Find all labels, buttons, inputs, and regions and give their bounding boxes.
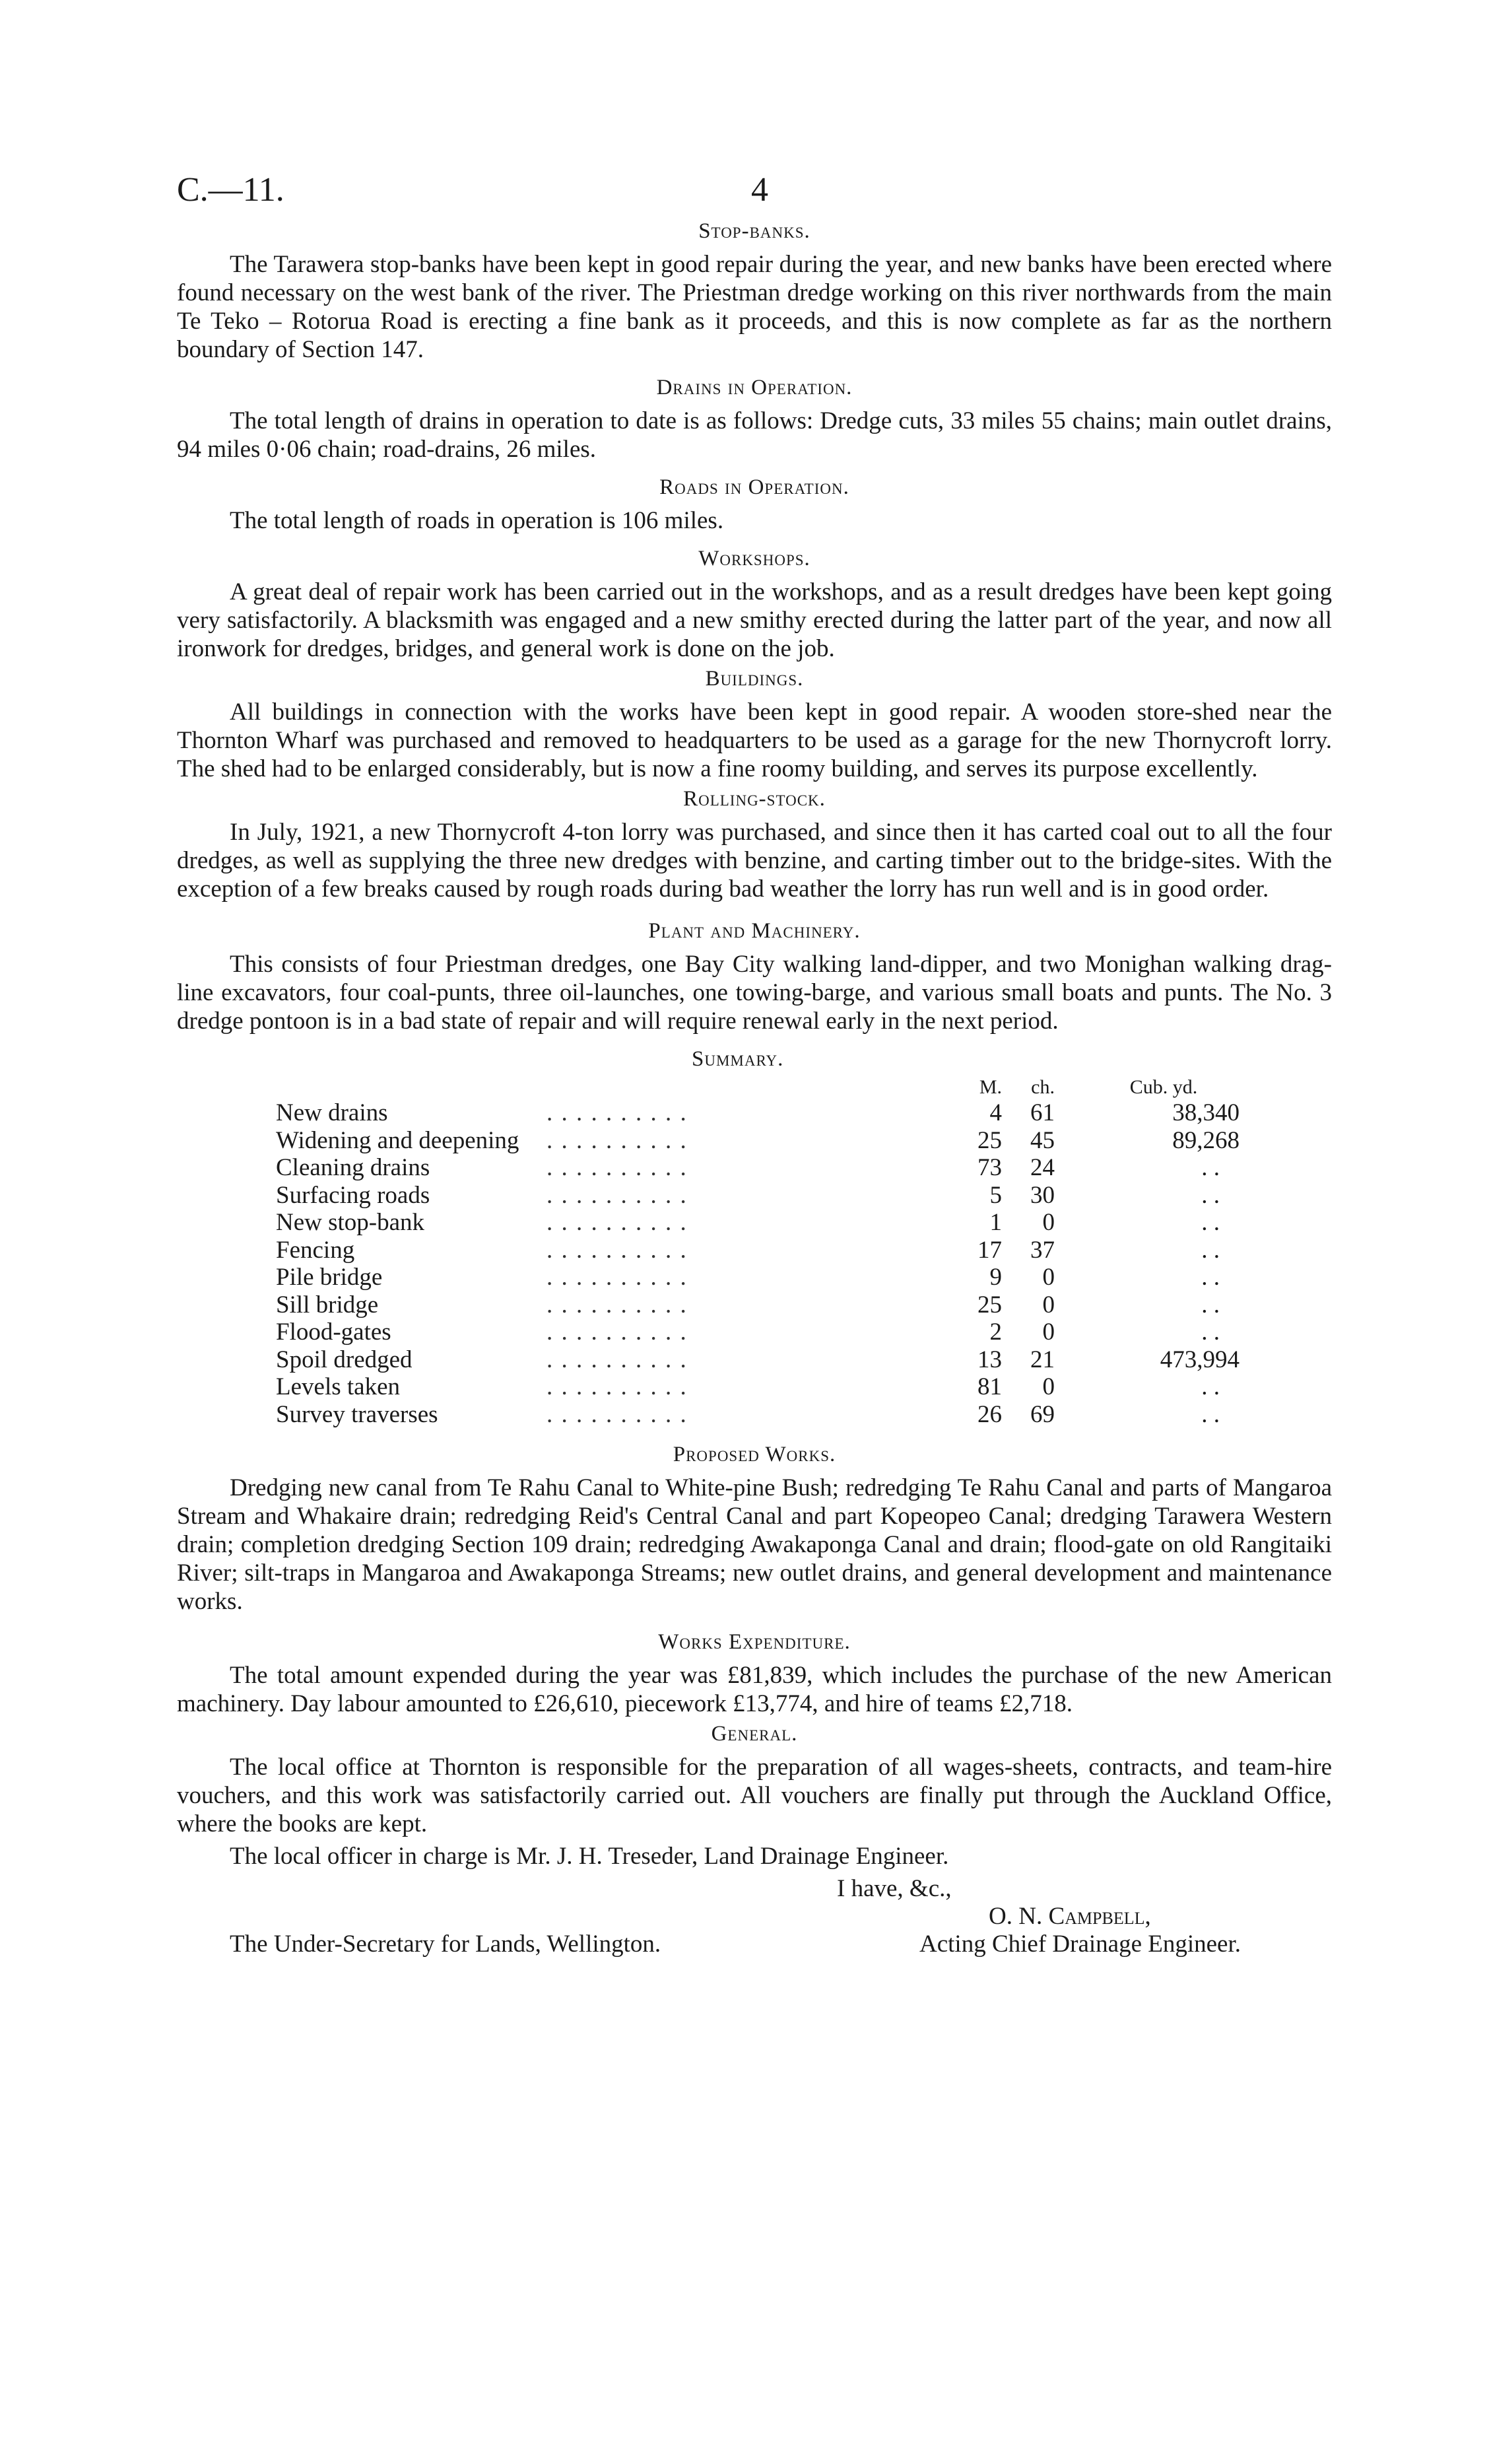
summary-item-cell bbox=[276, 1373, 962, 1401]
leader-dots: . . . . . . . . . . bbox=[546, 1154, 688, 1181]
heading-buildings: Buildings. bbox=[705, 667, 804, 691]
paragraph-stop-banks: The Tarawera stop-banks have been kept in good repair during the year, and new banks have been erected where found necessary on the west bank of the river. The Priestman dredge working on this river northwards from the main Te Teko – Rotorua Road is erecting a fine bank as it proceeds, and this is now complete as far as the northern boundary of Section 147. bbox=[177, 251, 1332, 363]
summary-chains-cell: 30 bbox=[1030, 1181, 1055, 1209]
summary-miles-cell: 9 bbox=[989, 1264, 1002, 1291]
summary-chains-cell: 45 bbox=[1030, 1126, 1055, 1154]
signatory-title: Acting Chief Drainage Engineer. bbox=[919, 1931, 1241, 1958]
paragraph-expenditure: The total amount expended during the year was £81,839, which includes the purchase of the new American machinery. Day labour amounted to £26,610, piecework £13,774, and hire of teams £2,718. bbox=[177, 1662, 1332, 1717]
summary-item-label: Spoil dredged bbox=[276, 1346, 413, 1373]
summary-item-label: Sill bridge bbox=[276, 1291, 379, 1318]
summary-miles-cell: 25 bbox=[977, 1291, 1002, 1318]
paragraph-general-2: The local officer in charge is Mr. J. H. Treseder, Land Drainage Engineer. bbox=[230, 1843, 949, 1870]
summary-miles-cell: 81 bbox=[977, 1373, 1002, 1400]
leader-dots: . . . . . . . . . . bbox=[546, 1099, 688, 1126]
table-row bbox=[276, 1291, 1240, 1319]
summary-item-label: Cleaning drains bbox=[276, 1154, 430, 1181]
table-row bbox=[276, 1237, 1240, 1264]
summary-miles-cell: 26 bbox=[977, 1400, 1002, 1428]
summary-chains-cell: 0 bbox=[1042, 1264, 1055, 1291]
paragraph-general-1: The local office at Thornton is responsible for the preparation of all wages-sheets, contracts, and team-hire vouchers, and this work was satisfactorily carried out. All vouchers are finally put through the Auckland Office, where the books are kept. bbox=[177, 1754, 1332, 1837]
summary-chains-cell: 61 bbox=[1030, 1099, 1055, 1126]
summary-header-ch: ch. bbox=[1031, 1076, 1055, 1098]
summary-chains-cell: 0 bbox=[1042, 1291, 1055, 1318]
paragraph-proposed: Dredging new canal from Te Rahu Canal to White-pine Bush; redredging Te Rahu Canal and parts of Mangaroa Stream and Whakaire drain; redredging Reid's Central Canal and part Kopeopeo Canal; dredging Tarawera Western drain; completion dredging Section 109 drain; redredging Awakaponga Canal and drain; flood-gate on old Rangitaiki River; silt-traps in Mangaroa and Awakaponga Streams; new outlet drains, and general development and maintenance works. bbox=[177, 1474, 1332, 1615]
heading-expenditure: Works Expenditure. bbox=[658, 1630, 851, 1654]
summary-cubic-yards-cell: 38,340 bbox=[1172, 1099, 1240, 1126]
summary-chains-cell: 0 bbox=[1042, 1209, 1055, 1236]
summary-item-label: Widening and deepening bbox=[276, 1126, 519, 1154]
heading-general: General. bbox=[711, 1722, 798, 1746]
table-row bbox=[276, 1373, 1240, 1401]
table-row bbox=[276, 1318, 1240, 1346]
summary-item-cell bbox=[276, 1099, 962, 1127]
addressee: The Under-Secretary for Lands, Wellington. bbox=[230, 1931, 661, 1958]
table-row bbox=[276, 1154, 1240, 1182]
summary-chains-cell: 24 bbox=[1030, 1154, 1055, 1181]
paragraph-plant: This consists of four Priestman dredges, one Bay City walking land-dipper, and two Monighan walking drag-line excavators, four coal-punts, three oil-launches, one towing-barge, and various small boats and punts. The No. 3 dredge pontoon is in a bad state of repair and will require renewal early in the next period. bbox=[177, 951, 1332, 1035]
summary-cubic-yards-cell: . . bbox=[1201, 1181, 1220, 1209]
summary-cubic-yards-cell: 473,994 bbox=[1160, 1346, 1240, 1373]
leader-dots: . . . . . . . . . . bbox=[546, 1346, 688, 1373]
summary-chains-cell: 0 bbox=[1042, 1373, 1055, 1400]
leader-dots: . . . . . . . . . . bbox=[546, 1126, 688, 1154]
heading-proposed: Proposed Works. bbox=[673, 1443, 836, 1466]
leader-dots: . . . . . . . . . . bbox=[546, 1236, 688, 1264]
summary-miles-cell: 4 bbox=[989, 1099, 1002, 1126]
heading-stop-banks: Stop-banks. bbox=[698, 219, 811, 243]
heading-plant: Plant and Machinery. bbox=[648, 919, 861, 943]
table-row bbox=[276, 1182, 1240, 1210]
summary-cubic-yards-cell: . . bbox=[1201, 1318, 1220, 1346]
leader-dots: . . . . . . . . . . bbox=[546, 1291, 688, 1318]
summary-miles-cell: 2 bbox=[989, 1318, 1002, 1346]
paragraph-drains: The total length of drains in operation to date is as follows: Dredge cuts, 33 miles 55 chains; main outlet drains, 94 miles 0·06 chain; road-drains, 26 miles. bbox=[177, 407, 1332, 463]
summary-header-item bbox=[276, 1076, 962, 1099]
leader-dots: . . . . . . . . . . bbox=[546, 1209, 688, 1236]
summary-item-label: New drains bbox=[276, 1099, 388, 1126]
summary-miles-cell: 73 bbox=[977, 1154, 1002, 1181]
summary-miles-cell: 13 bbox=[977, 1346, 1002, 1373]
closing-line: I have, &c., bbox=[837, 1875, 952, 1902]
summary-item-cell bbox=[276, 1291, 962, 1319]
page-number: 4 bbox=[751, 171, 768, 209]
summary-item-cell bbox=[276, 1237, 962, 1264]
summary-miles-cell: 25 bbox=[977, 1126, 1002, 1154]
summary-chains-cell: 21 bbox=[1030, 1346, 1055, 1373]
summary-item-label: New stop-bank bbox=[276, 1209, 425, 1236]
leader-dots: . . . . . . . . . . bbox=[546, 1264, 688, 1291]
summary-cubic-yards-cell: . . bbox=[1201, 1236, 1220, 1264]
summary-item-cell bbox=[276, 1264, 962, 1291]
summary-item-cell bbox=[276, 1318, 962, 1346]
table-row bbox=[276, 1209, 1240, 1237]
summary-body bbox=[276, 1099, 1240, 1428]
document-page bbox=[177, 170, 1332, 1980]
summary-item-cell bbox=[276, 1182, 962, 1210]
summary-item-cell bbox=[276, 1154, 962, 1182]
summary-cubic-yards-cell: . . bbox=[1201, 1264, 1220, 1291]
summary-header-m: M. bbox=[979, 1076, 1002, 1098]
summary-header-cub: Cub. yd. bbox=[1129, 1076, 1198, 1098]
leader-dots: . . . . . . . . . . bbox=[546, 1318, 688, 1346]
document-reference: C.—11. bbox=[177, 171, 284, 209]
summary-chains-cell: 37 bbox=[1030, 1236, 1055, 1264]
summary-chains-cell: 69 bbox=[1030, 1400, 1055, 1428]
page-header bbox=[177, 170, 1332, 217]
heading-roads: Roads in Operation. bbox=[659, 475, 849, 499]
summary-cubic-yards-cell: . . bbox=[1201, 1373, 1220, 1400]
summary-cubic-yards-cell: . . bbox=[1201, 1154, 1220, 1181]
heading-drains: Drains in Operation. bbox=[656, 376, 853, 399]
summary-miles-cell: 1 bbox=[989, 1209, 1002, 1236]
table-row bbox=[276, 1099, 1240, 1127]
paragraph-roads: The total length of roads in operation is 106 miles. bbox=[230, 507, 724, 534]
paragraph-workshops: A great deal of repair work has been carried out in the workshops, and as a result dredges have been kept going very satisfactorily. A blacksmith was engaged and a new smithy erected during the latter part of the year, and now all ironwork for dredges, bridges, and general work is done on the job. bbox=[177, 578, 1332, 662]
leader-dots: . . . . . . . . . . bbox=[546, 1373, 688, 1400]
summary-item-label: Levels taken bbox=[276, 1373, 400, 1400]
summary-title: Summary. bbox=[692, 1047, 784, 1071]
heading-rolling-stock: Rolling-stock. bbox=[683, 787, 826, 811]
leader-dots: . . . . . . . . . . bbox=[546, 1400, 688, 1428]
summary-table bbox=[276, 1076, 1240, 1428]
summary-miles-cell: 17 bbox=[977, 1236, 1002, 1264]
summary-item-label: Flood-gates bbox=[276, 1318, 391, 1346]
summary-chains-cell: 0 bbox=[1042, 1318, 1055, 1346]
summary-header-row bbox=[276, 1076, 1240, 1099]
signatory-name: O. N. Campbell, bbox=[989, 1903, 1151, 1930]
summary-item-cell bbox=[276, 1209, 962, 1237]
summary-cubic-yards-cell: . . bbox=[1201, 1209, 1220, 1236]
table-row bbox=[276, 1401, 1240, 1429]
summary-item-label: Surfacing roads bbox=[276, 1181, 430, 1209]
summary-cubic-yards-cell: . . bbox=[1201, 1291, 1220, 1318]
summary-item-label: Survey traverses bbox=[276, 1400, 438, 1428]
summary-cubic-yards-cell: 89,268 bbox=[1172, 1126, 1240, 1154]
table-row bbox=[276, 1346, 1240, 1374]
summary-item-cell bbox=[276, 1346, 962, 1374]
leader-dots: . . . . . . . . . . bbox=[546, 1181, 688, 1209]
summary-item-label: Pile bridge bbox=[276, 1264, 383, 1291]
table-row bbox=[276, 1264, 1240, 1291]
heading-workshops: Workshops. bbox=[698, 547, 811, 570]
paragraph-buildings: All buildings in connection with the works have been kept in good repair. A wooden store-shed near the Thornton Wharf was purchased and removed to headquarters to be used as a garage for the new Thornycroft lorry. The shed had to be enlarged considerably, but is now a fine roomy building, and serves its purpose excellently. bbox=[177, 699, 1332, 782]
summary-miles-cell: 5 bbox=[989, 1181, 1002, 1209]
signature-block bbox=[177, 1874, 1332, 1980]
summary-cubic-yards-cell: . . bbox=[1201, 1400, 1220, 1428]
table-row bbox=[276, 1127, 1240, 1155]
summary-item-cell bbox=[276, 1127, 962, 1155]
summary-item-label: Fencing bbox=[276, 1236, 355, 1264]
summary-item-cell bbox=[276, 1401, 962, 1429]
paragraph-rolling-stock: In July, 1921, a new Thornycroft 4-ton lorry was purchased, and since then it has carted coal out to all the four dredges, as well as supplying the three new dredges with benzine, and carting timber out to the bridge-sites. With the exception of a few breaks caused by rough roads during bad weather the lorry has run well and is in good order. bbox=[177, 819, 1332, 903]
